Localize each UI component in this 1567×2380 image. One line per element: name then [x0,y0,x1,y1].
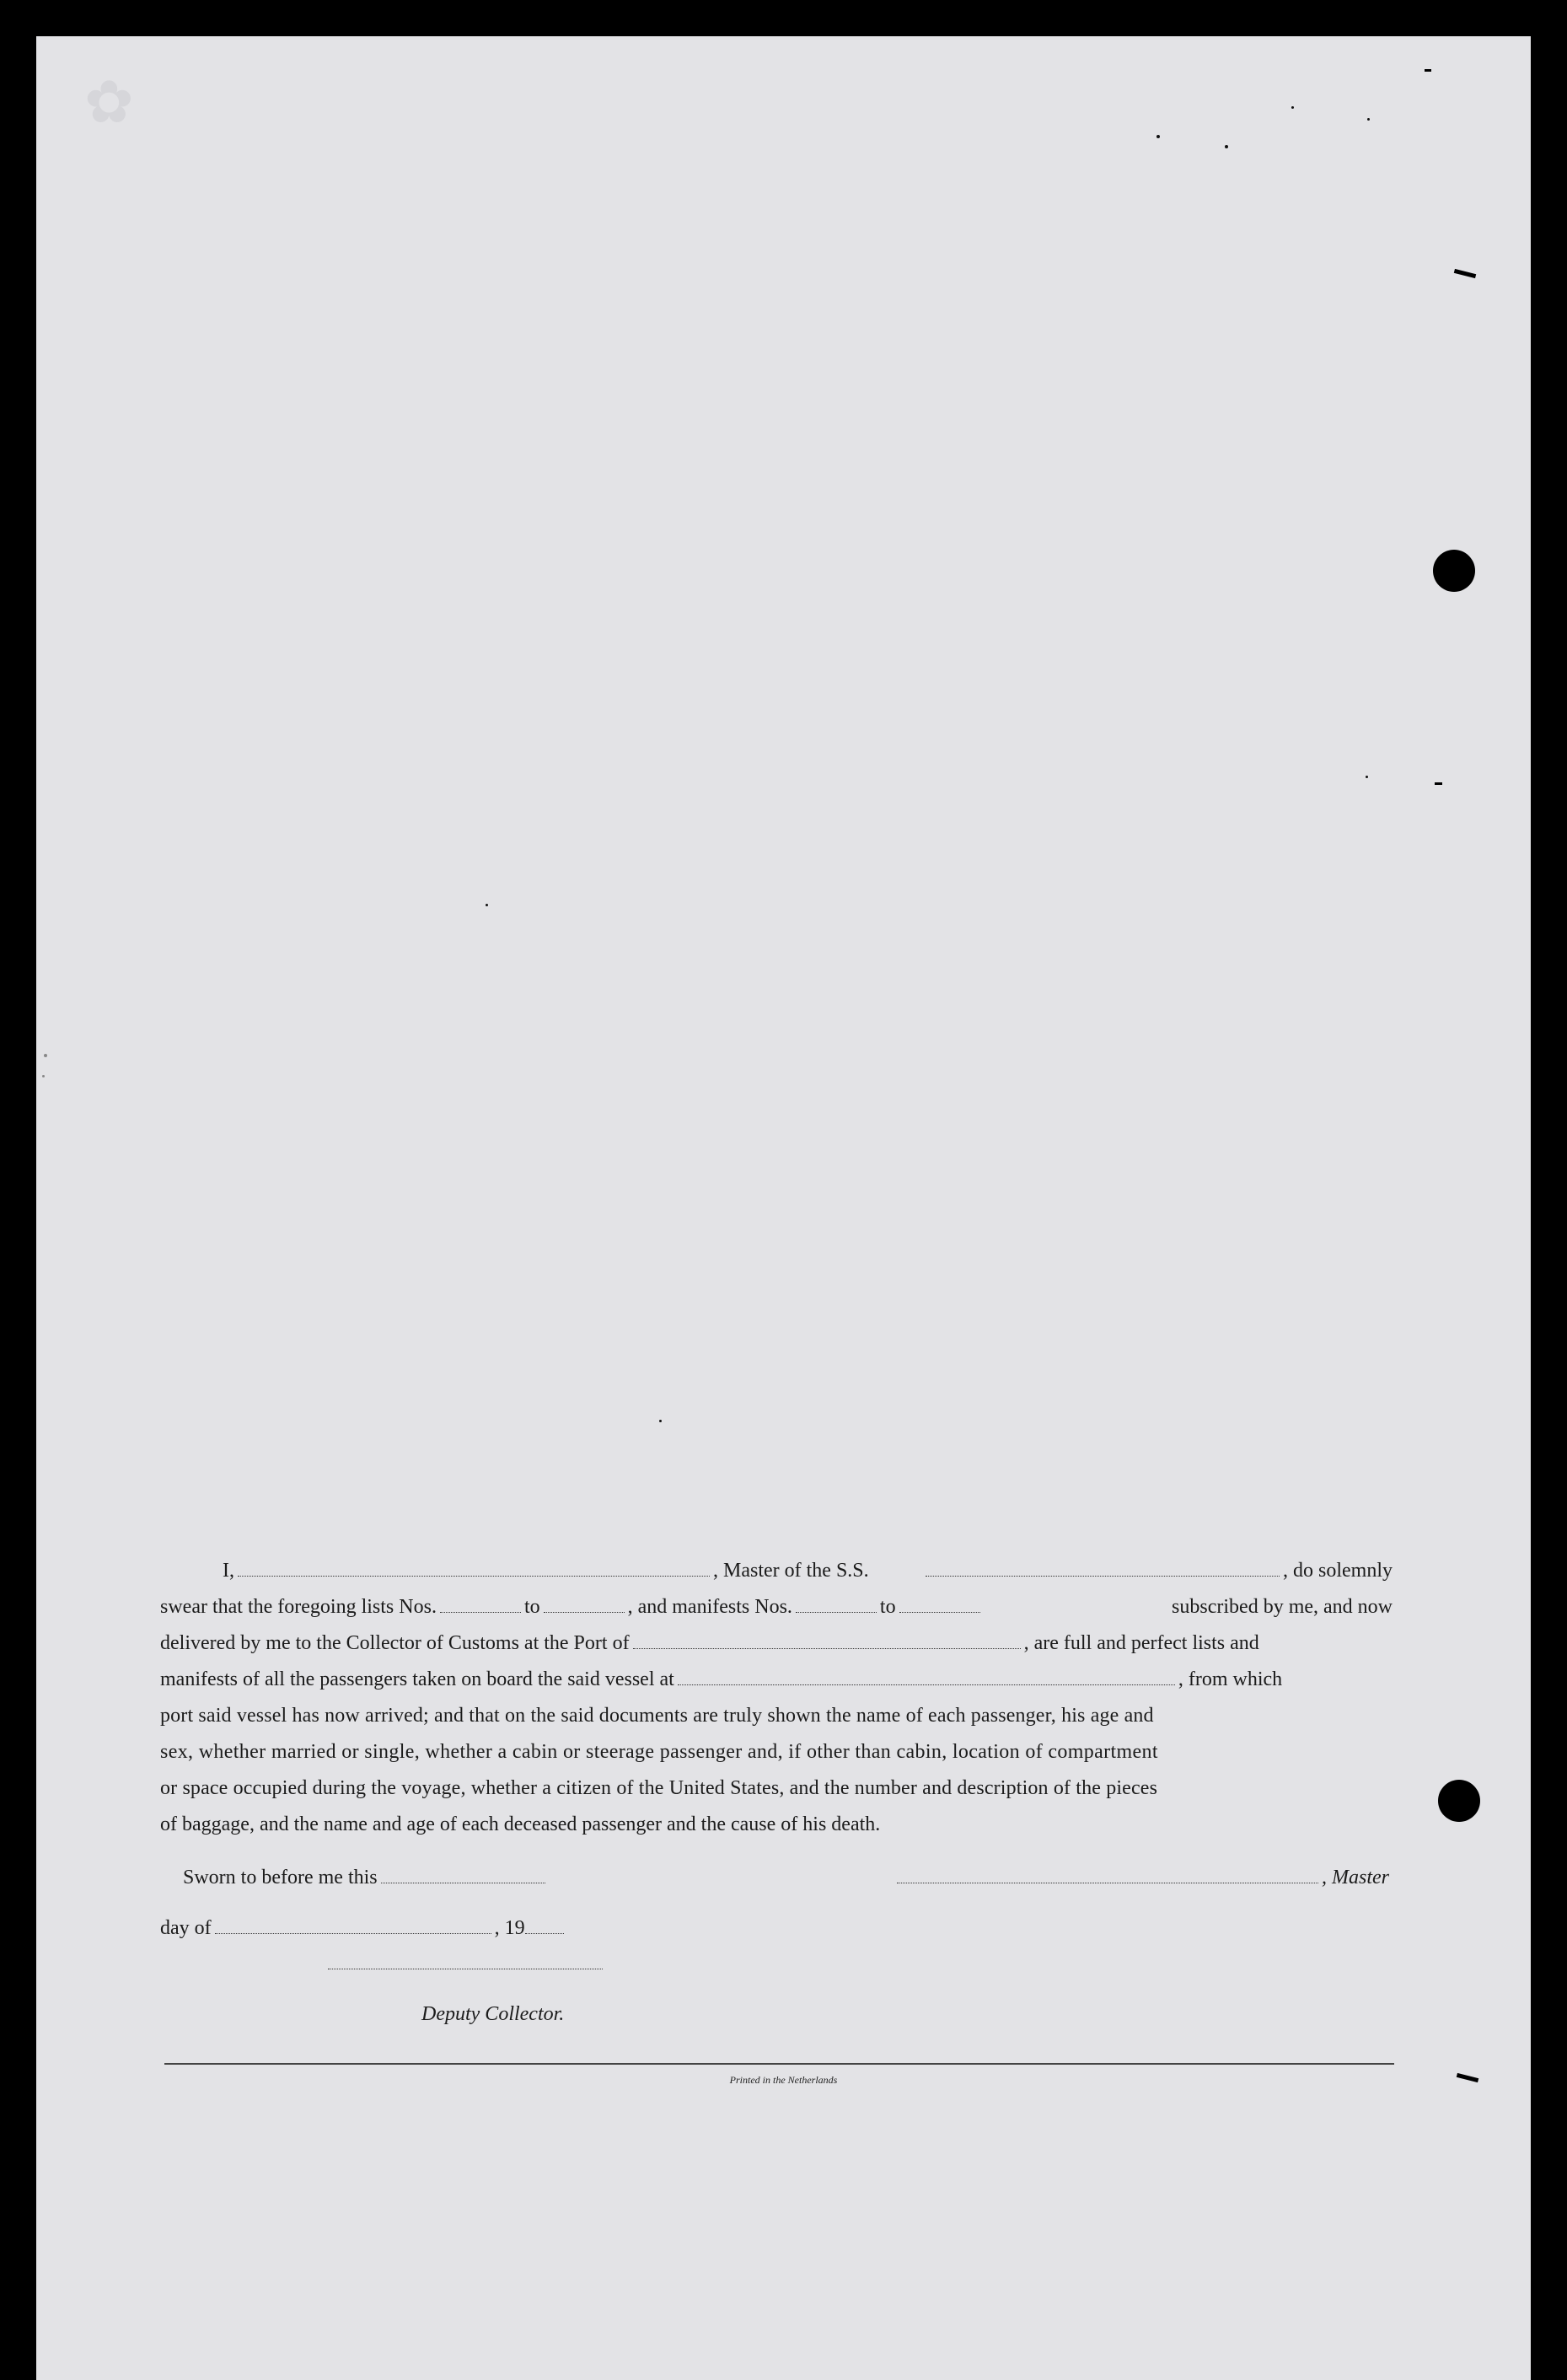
speck [42,1075,45,1077]
oath-line-3 [160,1629,1393,1657]
embarkation-port-field[interactable] [678,1666,1175,1685]
sworn-label: Sworn to before me this [183,1867,378,1888]
speck [1291,106,1294,109]
master-label: , Master [1322,1867,1389,1888]
speck [44,1054,47,1057]
faint-bleed-through-mark: ✿ [84,71,134,136]
oath-text: , from which [1178,1668,1283,1690]
punch-hole-top [1433,550,1475,592]
master-signature-line [894,1863,1389,1892]
oath-text: to [879,1596,896,1618]
oath-text: , Master of the S.S. [713,1560,869,1582]
day-of-label: day of [160,1917,212,1939]
speck [1367,118,1370,121]
oath-text: subscribed by me, and now [1172,1596,1393,1618]
year-field[interactable] [525,1915,564,1934]
list-no-to-field[interactable] [544,1593,625,1613]
printer-imprint: Printed in the Netherlands [729,2074,838,2086]
speck [659,1420,662,1422]
oath-line-2 [160,1593,1393,1621]
deputy-signature-field[interactable] [328,1950,603,1969]
list-no-from-field[interactable] [440,1593,521,1613]
oath-text: , are full and perfect lists and [1023,1632,1259,1654]
year-label: , 19 [494,1917,525,1939]
oath-line-4 [160,1665,1393,1694]
oath-line-1 [160,1556,1393,1585]
port-field[interactable] [633,1630,1021,1649]
oath-line-7: or space occupied during the voyage, whether a citizen of the United States, and the number and description of the pieces [160,1777,1158,1799]
speck [1366,776,1368,778]
oath-text: , and manifests Nos. [627,1596,792,1618]
oath-text: delivered by me to the Collector of Customs at the Port of [160,1632,630,1654]
manifest-no-to-field[interactable] [899,1593,980,1613]
sworn-date-field[interactable] [381,1864,545,1883]
oath-line-6: sex, whether married or single, whether a cabin or steerage passenger and, if other than cabin, location of compartment [160,1741,1158,1763]
speck [486,904,488,906]
oath-line-8: of baggage, and the name and age of each deceased passenger and the cause of his death. [160,1813,881,1835]
edge-mark [1425,69,1431,72]
day-month-field[interactable] [215,1915,491,1934]
oath-text: I, [223,1560,234,1582]
deputy-signature-line [325,1949,606,1978]
footer-rule [164,2063,1394,2065]
vessel-name-field[interactable] [926,1557,1280,1577]
master-signature-field[interactable] [897,1864,1318,1883]
master-name-field[interactable] [238,1557,710,1577]
deputy-collector-label: Deputy Collector. [421,2003,565,2025]
oath-text: , do solemnly [1283,1560,1393,1582]
oath-text: to [523,1596,540,1618]
manifest-no-from-field[interactable] [796,1593,877,1613]
oath-text: swear that the foregoing lists Nos. [160,1596,437,1618]
punch-hole-bottom [1438,1780,1480,1822]
speck [1156,135,1160,138]
day-of-line [160,1914,567,1942]
document-sheet [36,36,1531,2380]
edge-mark [1435,782,1442,785]
speck [1225,145,1228,148]
oath-text: manifests of all the passengers taken on board the said vessel at [160,1668,674,1690]
oath-line-5: port said vessel has now arrived; and that on the said documents are truly shown the name of each passenger, his age and [160,1705,1154,1727]
